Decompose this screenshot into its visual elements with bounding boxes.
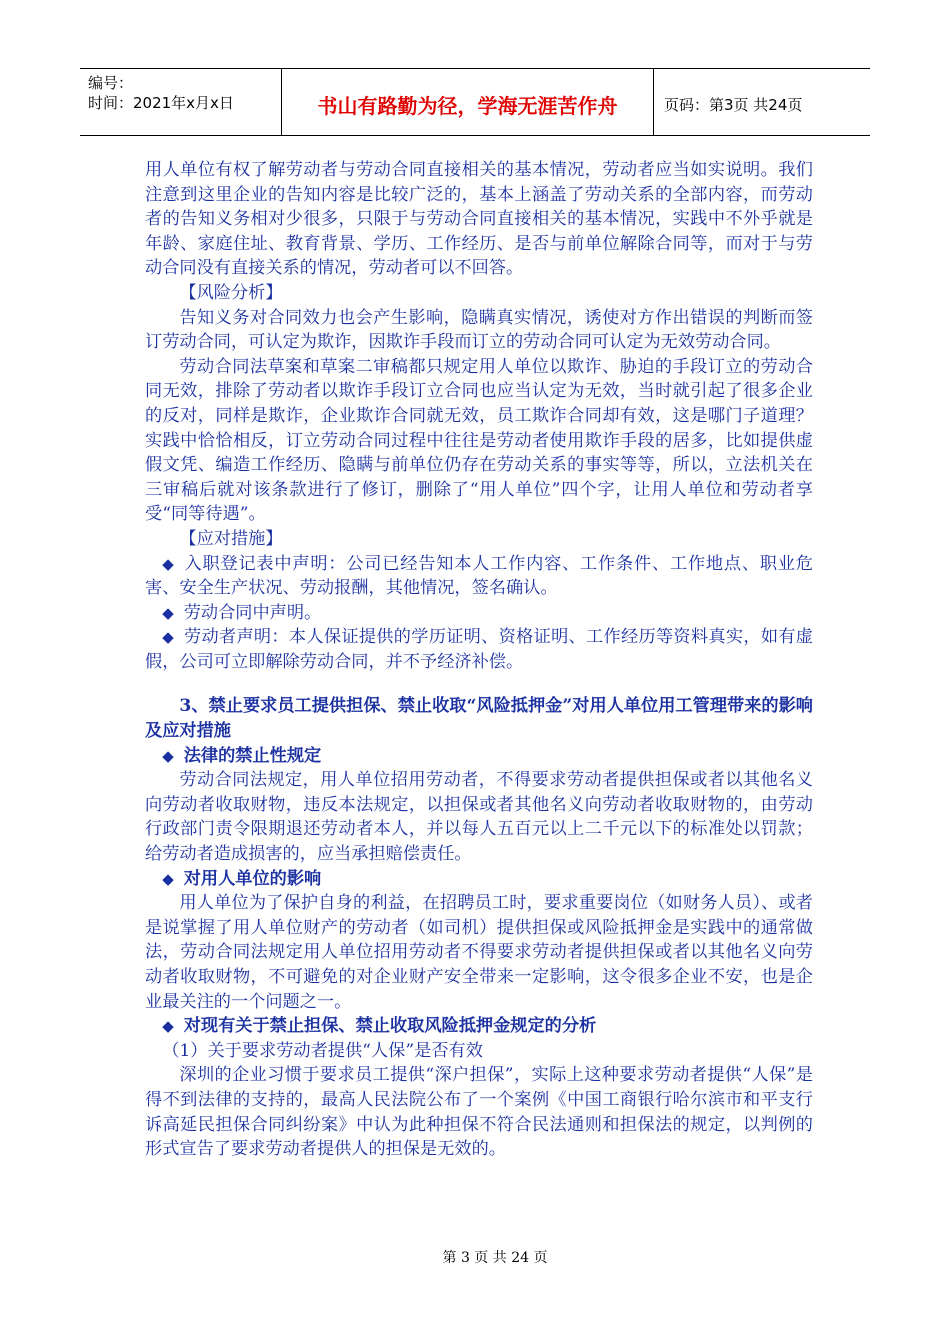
- bullet-item: ◆ 劳动者声明：本人保证提供的学历证明、资格证明、工作经历等资料真实，如有虚假，公司可立即解除劳动合同，并不予经济补偿。: [145, 627, 813, 672]
- page-footer: 第 3 页 共 24 页: [442, 1250, 548, 1266]
- paragraph: 深圳的企业习惯于要求员工提供“深户担保”，实际上这种要求劳动者提供“人保”是得不到法律的支持的，最高人民法院公布了一个案例《中国工商银行哈尔滨市和平支行诉高延民担保合同纠纷案》中认为此种担保不符合民法通则和担保法的规定，以判例的形式宣告了要求劳动者提供人的担保是无效的。: [145, 1065, 813, 1160]
- paragraph: 告知义务对合同效力也会产生影响，隐瞒真实情况，诱使对方作出错误的判断而签订劳动合同，可认定为欺诈，因欺诈手段而订立的劳动合同可认定为无效劳动合同。: [145, 307, 813, 353]
- bullet-item: ◆ 入职登记表中声明：公司已经告知本人工作内容、工作条件、工作地点、职业危害、安全生产状况、劳动报酬，其他情况，签名确认。: [145, 553, 813, 599]
- countermeasure-heading: 【应对措施】: [179, 528, 283, 549]
- list-item: （1）关于要求劳动者提供“人保”是否有效: [162, 1040, 483, 1061]
- header-motto: 书山有路勤为径，学海无涯苦作舟: [282, 69, 654, 135]
- subheading: ◆ 法律的禁止性规定: [162, 745, 322, 766]
- section-title: 3、禁止要求员工提供担保、禁止收取“风险抵押金”对用人单位用工管理带来的影响及应对措施: [145, 696, 813, 742]
- subheading: ◆ 对现有关于禁止担保、禁止收取风险抵押金规定的分析: [162, 1016, 597, 1037]
- paragraph: 劳动合同法草案和草案二审稿都只规定用人单位以欺诈、胁迫的手段订立的劳动合同无效，排除了劳动者以欺诈手段订立合同也应当认定为无效，当时就引起了很多企业的反对，同样是欺诈，企业欺诈合同就无效，员工欺诈合同却有效，这是哪门子道理？实践中恰恰相反，订立劳动合同过程中往往是劳动者使用欺诈手段的居多，比如提供虚假文凭、编造工作经历、隐瞒与前单位仍存在劳动关系的事实等等，所以，立法机关在三审稿后就对该条款进行了修订，删除了“用人单位”四个字，让用人单位和劳动者享受“同等待遇”。: [145, 356, 813, 525]
- header-meta: [80, 69, 282, 135]
- diamond-bullet-icon: ◆: [162, 628, 175, 647]
- header-page-label: 页码：第3页 共24页: [664, 95, 803, 114]
- diamond-bullet-icon: ◆: [162, 554, 175, 573]
- paragraph: 用人单位有权了解劳动者与劳动合同直接相关的基本情况，劳动者应当如实说明。我们注意到这里企业的告知内容是比较广泛的，基本上涵盖了劳动关系的全部内容，而劳动者的告知义务相对少很多，只限于与劳动合同直接相关的基本情况，实践中不外乎就是年龄、家庭住址、教育背景、学历、工作经历、是否与前单位解除合同等，而对于与劳动合同没有直接关系的情况，劳动者可以不回答。: [145, 160, 813, 279]
- subheading: ◆ 对用人单位的影响: [162, 868, 322, 889]
- paragraph: 用人单位为了保护自身的利益，在招聘员工时，要求重要岗位（如财务人员）、或者是说掌握了用人单位财产的劳动者（如司机）提供担保或风险抵押金是实践中的通常做法，劳动合同法规定用人单位招用劳动者不得要求劳动者提供担保或者以其他名义向劳动者收取财物，不可避免的对企业财产安全带来一定影响，这令很多企业不安，也是企业最关注的一个问题之一。: [145, 893, 813, 1012]
- document-number-label: 编号：: [88, 74, 134, 92]
- page-header: [80, 68, 870, 136]
- risk-analysis-heading: 【风险分析】: [179, 282, 283, 303]
- diamond-bullet-icon: ◆: [162, 869, 174, 888]
- diamond-bullet-icon: ◆: [162, 603, 174, 622]
- document-body: [145, 158, 813, 1162]
- diamond-bullet-icon: ◆: [162, 746, 174, 765]
- diamond-bullet-icon: ◆: [162, 1017, 174, 1036]
- bullet-item: ◆ 劳动合同中声明。: [162, 602, 322, 623]
- paragraph: 劳动合同法规定，用人单位招用劳动者，不得要求劳动者提供担保或者以其他名义向劳动者收取财物，违反本法规定，以担保或者其他名义向劳动者收取财物的，由劳动行政部门责令限期退还劳动者本人，并以每人五百元以上二千元以下的标准处以罚款；给劳动者造成损害的，应当承担赔偿责任。: [145, 770, 813, 865]
- document-date-label: 时间：2021年x月x日: [88, 94, 234, 112]
